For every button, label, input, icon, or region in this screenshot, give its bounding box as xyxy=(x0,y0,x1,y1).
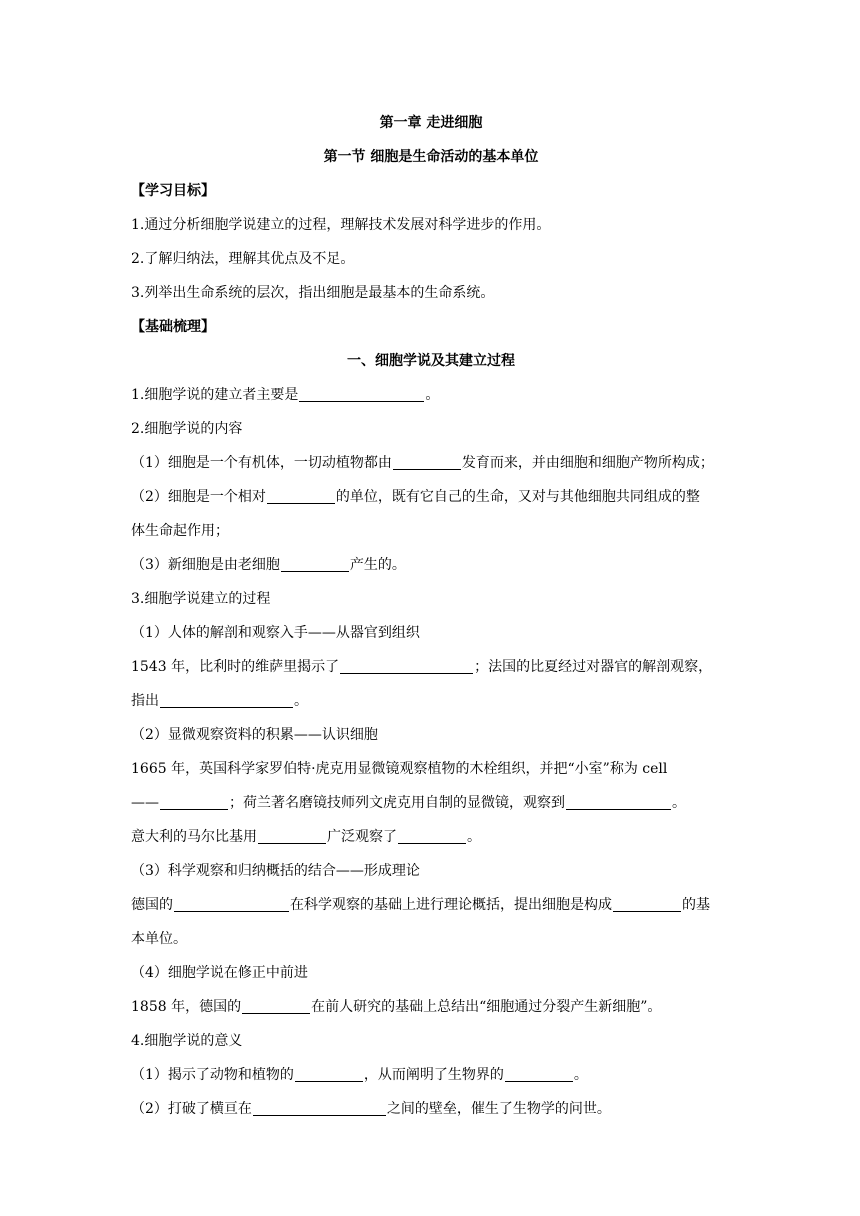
text-span: 意大利的马尔比基用 xyxy=(131,829,257,845)
text-span: 。 xyxy=(425,387,440,403)
fill-blank[interactable] xyxy=(281,557,349,572)
text-span: 产生的。 xyxy=(349,557,406,573)
text-span: ；法国的比夏经过对器官的解剖观察， xyxy=(474,659,713,675)
fill-blank[interactable] xyxy=(613,897,681,912)
text-span: 指出 xyxy=(131,693,159,709)
text-span: （1）揭示了动物和植物的 xyxy=(131,1067,294,1083)
text-line xyxy=(131,1092,731,1126)
basics-heading: 【基础梳理】 xyxy=(131,319,215,335)
text-line: （1）人体的解剖和观察入手——从器官到组织 xyxy=(131,625,420,641)
objective-item: 3.列举出生命系统的层次，指出细胞是最基本的生命系统。 xyxy=(131,285,495,301)
text-line xyxy=(131,480,731,514)
fill-blank[interactable] xyxy=(299,387,424,402)
fill-blank[interactable] xyxy=(174,897,289,912)
text-line: 2.细胞学说的内容 xyxy=(131,421,243,437)
fill-blank[interactable] xyxy=(393,455,461,470)
text-line xyxy=(131,820,731,854)
fill-blank[interactable] xyxy=(253,1101,386,1116)
objectives-heading: 【学习目标】 xyxy=(131,183,215,199)
text-line xyxy=(131,786,731,820)
text-span: 广泛观察了 xyxy=(327,829,397,845)
objective-item: 2.了解归纳法，理解其优点及不足。 xyxy=(131,251,355,267)
text-span: （2）打破了横亘在 xyxy=(131,1101,252,1117)
text-line xyxy=(131,650,731,684)
text-line xyxy=(131,446,731,480)
fill-blank[interactable] xyxy=(505,1067,573,1082)
text-line: （4）细胞学说在修正中前进 xyxy=(131,965,308,981)
objective-item: 1.通过分析细胞学说建立的过程，理解技术发展对科学进步的作用。 xyxy=(131,217,551,233)
text-line: （2）显微观察资料的积累——认识细胞 xyxy=(131,727,378,743)
text-span: 发育而来，并由细胞和细胞产物所构成； xyxy=(461,455,714,471)
text-span: 。 xyxy=(467,829,481,845)
document-content xyxy=(131,106,731,1126)
fill-blank[interactable] xyxy=(340,659,473,674)
text-span: 在前人研究的基础上总结出“细胞通过分裂产生新细胞”。 xyxy=(311,999,662,1015)
fill-blank[interactable] xyxy=(160,693,293,708)
fill-blank[interactable] xyxy=(566,795,671,810)
fill-blank[interactable] xyxy=(295,1067,363,1082)
text-span: ；荷兰著名磨镜技师列文虎克用自制的显微镜，观察到 xyxy=(229,795,565,811)
text-line: 1665 年，英国科学家罗伯特·虎克用显微镜观察植物的木栓组织，并把“小室”称为 cell xyxy=(131,761,668,777)
text-span: （3）新细胞是由老细胞 xyxy=(131,557,280,573)
text-span: （2）细胞是一个相对 xyxy=(131,489,266,505)
text-line: 体生命起作用； xyxy=(131,523,229,539)
text-span: 1858 年，德国的 xyxy=(131,999,242,1015)
basics-subheading: 一、细胞学说及其建立过程 xyxy=(347,353,515,369)
section-title: 第一节 细胞是生命活动的基本单位 xyxy=(323,149,539,165)
text-span: 1.细胞学说的建立者主要是 xyxy=(131,387,299,403)
text-span: 。 xyxy=(672,795,686,811)
fill-blank[interactable] xyxy=(267,489,335,504)
text-span: 在科学观察的基础上进行理论概括，提出细胞是构成 xyxy=(290,897,612,913)
text-line xyxy=(131,548,731,582)
text-span: 之间的壁垒，催生了生物学的问世。 xyxy=(386,1101,611,1117)
fill-blank[interactable] xyxy=(242,999,310,1014)
text-line: 3.细胞学说建立的过程 xyxy=(131,591,271,607)
text-line xyxy=(131,1058,731,1092)
text-line xyxy=(131,888,731,922)
chapter-title: 第一章 走进细胞 xyxy=(379,115,483,131)
text-line: 本单位。 xyxy=(131,931,187,947)
text-span: —— xyxy=(131,795,159,811)
text-span: ，从而阐明了生物界的 xyxy=(363,1067,504,1083)
text-span: 的单位，既有它自己的生命，又对与其他细胞共同组成的整 xyxy=(335,489,700,505)
text-span: 德国的 xyxy=(131,897,173,913)
text-span: 。 xyxy=(294,693,308,709)
text-line: （3）科学观察和归纳概括的结合——形成理论 xyxy=(131,863,420,879)
text-span: （1）细胞是一个有机体，一切动植物都由 xyxy=(131,455,392,471)
text-line: 4.细胞学说的意义 xyxy=(131,1033,243,1049)
text-line xyxy=(131,378,731,412)
text-span: 。 xyxy=(573,1067,588,1083)
text-line xyxy=(131,684,731,718)
fill-blank[interactable] xyxy=(258,829,326,844)
fill-blank[interactable] xyxy=(160,795,228,810)
text-line xyxy=(131,990,731,1024)
fill-blank[interactable] xyxy=(398,829,466,844)
text-span: 的基 xyxy=(682,897,710,913)
text-span: 1543 年，比利时的维萨里揭示了 xyxy=(131,659,340,675)
